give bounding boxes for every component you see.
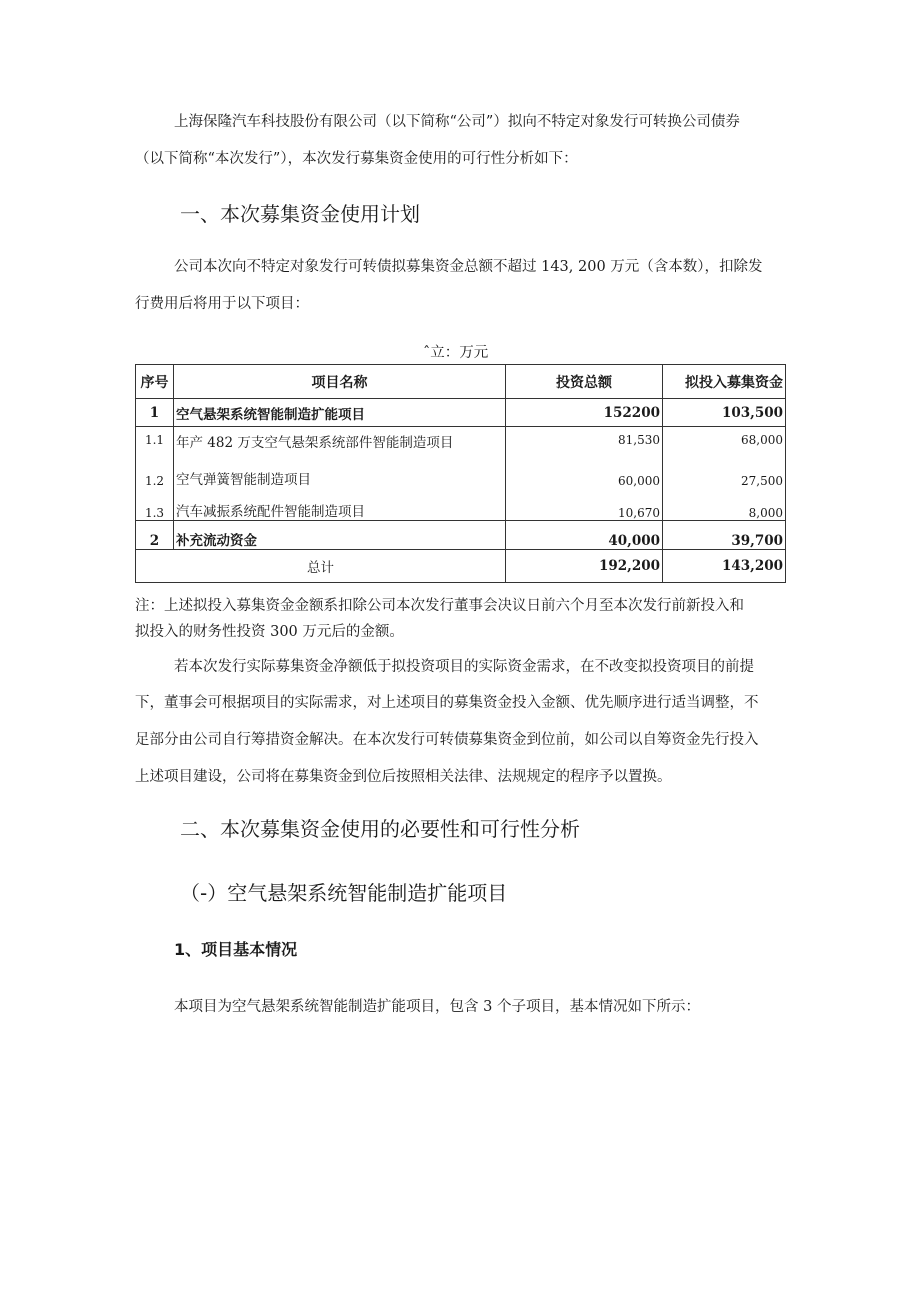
item-1-para: 本项目为空气悬架系统智能制造扩能项目，包含 3 个子项目，基本情况如下所示： [174,999,700,1015]
table-header-row [136,365,786,399]
table-row [136,521,786,550]
row-no: 1.1 [136,427,174,463]
row-name: 空气悬架系统智能制造扩能项目 [174,399,506,427]
row-no: 2 [136,521,174,550]
row-no: 1 [136,399,174,427]
para-2-line-4: 上述项目建设，公司将在募集资金到位后按照相关法律、法规规定的程序予以置换。 [135,769,672,785]
section-1-heading: 一、本次募集资金使用计划 [180,202,420,226]
section-1-para-line-2: 行费用后将用于以下项目： [135,296,309,312]
para-2-line-1: 若本次发行实际募集资金净额低于拟投资项目的实际资金需求，在不改变拟投资项目的前提 [174,659,754,675]
table-total-row [136,550,786,583]
header-no: 序号 [136,365,174,399]
table-unit-label: ˆ立：万元 [423,345,489,361]
row-no: 1.2 [136,463,174,494]
total-investment: 192,200 [506,550,663,583]
note-line-1: 注：上述拟投入募集资金金额系扣除公司本次发行董事会决议日前六个月至本次发行前新投入和 [135,598,744,614]
row-raised: 27,500 [663,463,786,494]
intro-line-2: （以下简称“本次发行”），本次发行募集资金使用的可行性分析如下： [135,151,578,167]
table-row [136,494,786,521]
row-name: 补充流动资金 [174,521,506,550]
row-total: 152200 [506,399,663,427]
item-1-heading: 1、项目基本情况 [174,940,298,959]
total-label: 总计 [136,550,506,583]
row-raised: 8,000 [663,494,786,521]
header-total: 投资总额 [506,365,663,399]
row-no: 1.3 [136,494,174,521]
intro-line-1: 上海保隆汽车科技股份有限公司（以下简称“公司”）拟向不特定对象发行可转换公司债券 [174,114,740,130]
header-raised: 拟投入募集资金 [663,365,786,399]
row-total: 40,000 [506,521,663,550]
table-row [136,463,786,494]
para-2-line-2: 下，董事会可根据项目的实际需求，对上述项目的募集资金投入金额、优先顺序进行适当调整，不 [135,695,759,711]
para-2-line-3: 足部分由公司自行筹措资金解决。在本次发行可转债募集资金到位前，如公司以自筹资金先行投入 [135,732,759,748]
row-total: 60,000 [506,463,663,494]
row-raised: 103,500 [663,399,786,427]
section-1-para-line-1: 公司本次向不特定对象发行可转债拟募集资金总额不超过 143, 200 万元（含本数），扣除发 [174,259,763,275]
row-total: 81,530 [506,427,663,463]
fund-usage-table [135,364,786,583]
section-2-heading: 二、本次募集资金使用的必要性和可行性分析 [180,817,580,841]
row-raised: 39,700 [663,521,786,550]
total-raised: 143,200 [663,550,786,583]
row-total: 10,670 [506,494,663,521]
row-name: 汽车减振系统配件智能制造项目 [174,494,506,521]
table-row [136,427,786,463]
note-line-2: 拟投入的财务性投资 300 万元后的金额。 [135,624,404,640]
table-row [136,399,786,427]
section-2-subheading: （-）空气悬架系统智能制造扩能项目 [180,881,508,905]
header-name: 项目名称 [174,365,506,399]
row-raised: 68,000 [663,427,786,463]
row-name: 空气弹簧智能制造项目 [174,463,506,494]
row-name: 年产 482 万支空气悬架系统部件智能制造项目 [174,427,506,463]
